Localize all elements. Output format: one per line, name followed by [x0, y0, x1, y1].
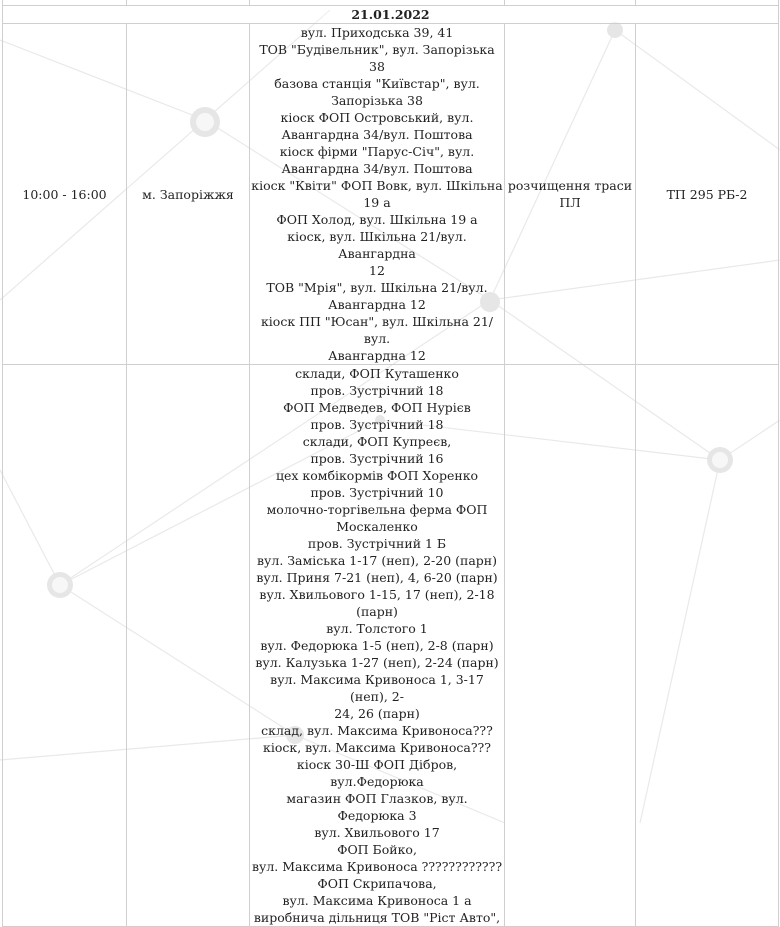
address-line: склади, ФОП Купреєв, [302, 434, 452, 449]
address-line: вул. Приходська 39, 41 [300, 25, 454, 40]
address-line: кіоск, вул. Максима Кривоноса??? [263, 740, 491, 755]
address-line: вул. Максима Кривоноса 1, 3-17 (неп), 2- [270, 672, 484, 704]
address-line: 19 а [363, 195, 391, 210]
address-line: вул. Максима Кривоноса 1 а [282, 893, 472, 908]
outage-schedule-table [2, 0, 779, 927]
address-line: вул. Калузька 1-27 (неп), 2-24 (парн) [255, 655, 499, 670]
address-line: вул. Приня 7-21 (неп), 4, 6-20 (парн) [256, 570, 498, 585]
address-line: кіоск 30-Ш ФОП Дібров, вул.Федорюка [296, 757, 458, 789]
city-cell [127, 365, 250, 927]
time-cell: 10:00 - 16:00 [3, 24, 127, 365]
address-line: склад, вул. Максима Кривоноса??? [261, 723, 493, 738]
address-line: вул. Максима Кривоноса ???????????? [251, 859, 503, 874]
date-header: 21.01.2022 [3, 6, 779, 24]
address-line: Запорізька 38 [331, 93, 423, 108]
addresses-cell [250, 365, 505, 927]
address-line: 24, 26 (парн) [334, 706, 420, 721]
address-line: ФОП Бойко, [337, 842, 417, 857]
table-row [3, 365, 779, 927]
substation-cell: ТП 295 РБ-2 [636, 24, 779, 365]
address-line: пров. Зустрічний 1 Б [307, 536, 447, 551]
address-line: магазин ФОП Глазков, вул. Федорюка 3 [286, 791, 468, 823]
address-line: Авангардна 12 [328, 297, 426, 312]
address-line: ТОВ "Будівельник", вул. Запорізька 38 [259, 42, 495, 74]
address-line: (парн) [356, 604, 398, 619]
time-cell [3, 365, 127, 927]
address-line: 12 [369, 263, 385, 278]
address-line: Москаленко [336, 519, 418, 534]
substation-cell [636, 365, 779, 927]
address-line: вул. Федорюка 1-5 (неп), 2-8 (парн) [260, 638, 494, 653]
address-line: кіоск, вул. Шкільна 21/вул. Авангардна [287, 229, 467, 261]
address-line: ТОВ "Мрія", вул. Шкільна 21/вул. [266, 280, 488, 295]
address-line: молочно-торгівельна ферма ФОП [266, 502, 488, 517]
address-line: пров. Зустрічний 10 [310, 485, 444, 500]
address-line: вул. Хвильового 17 [314, 825, 440, 840]
address-line: Авангардна 34/вул. Поштова [281, 127, 473, 142]
address-line: Авангардна 12 [328, 348, 426, 363]
addresses-cell [250, 24, 505, 365]
table-row [3, 24, 779, 365]
address-line: пров. Зустрічний 18 [310, 383, 444, 398]
address-line: кіоск ПП "Юсан", вул. Шкільна 21/вул. [260, 314, 494, 346]
address-line: Авангардна 34/вул. Поштова [281, 161, 473, 176]
address-line: ФОП Скрипачова, [317, 876, 437, 891]
address-line: пров. Зустрічний 18 [310, 417, 444, 432]
address-line: виробнича дільниця ТОВ "Ріст Авто", [253, 910, 501, 925]
address-line: базова станція "Київстар", вул. [274, 76, 480, 91]
address-line: вул. Толстого 1 [326, 621, 428, 636]
address-line: вул. Хвильового 1-15, 17 (неп), 2-18 [259, 587, 495, 602]
date-row [3, 6, 779, 24]
address-line: кіоск ФОП Островський, вул. [280, 110, 474, 125]
city-cell: м. Запоріжжя [127, 24, 250, 365]
address-line: кіоск фірми "Парус-Січ", вул. [279, 144, 475, 159]
reason-cell [505, 365, 636, 927]
address-line: кіоск "Квіти" ФОП Вовк, вул. Шкільна [251, 178, 503, 193]
address-line: пров. Зустрічний 16 [310, 451, 444, 466]
address-line: склади, ФОП Куташенко [295, 366, 459, 381]
reason-cell: розчищення траси ПЛ [505, 24, 636, 365]
address-line: ФОП Холод, вул. Шкільна 19 а [276, 212, 478, 227]
address-line: вул. Заміська 1-17 (неп), 2-20 (парн) [256, 553, 498, 568]
address-line: ФОП Медведев, ФОП Нурієв [283, 400, 471, 415]
address-line: цех комбікормів ФОП Хоренко [275, 468, 479, 483]
